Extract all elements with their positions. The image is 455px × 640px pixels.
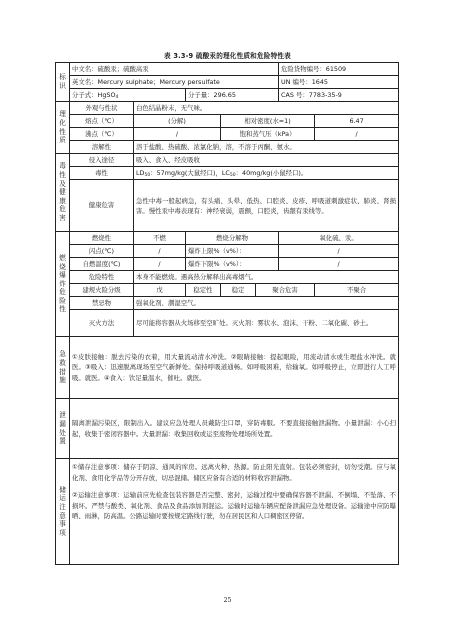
section-fire-explosion: 燃 烧 爆 炸 危 险 性 [56, 232, 70, 337]
section-storage-transport: 储 运 注 意 事 项 [56, 459, 70, 565]
intake-route-label: 侵入途径 [70, 154, 134, 167]
table-title: 表 3.3-9 硫酸汞的理化性质和危险特性表 [164, 52, 291, 60]
flash-point-value: / [134, 245, 186, 258]
density-label: 相对密度(水=1) [221, 115, 315, 128]
incompatible-value: 强氧化剂、潮湿空气。 [134, 297, 399, 310]
un-number: UN 编号：1645 [279, 76, 399, 89]
autoignition-label: 自燃温度(℃) [70, 258, 134, 271]
combustibility-label: 燃烧性 [70, 232, 134, 245]
appearance-value: 白色结晶粉末，无气味。 [134, 102, 399, 115]
vapor-pressure-value: / [315, 128, 399, 141]
toxicity-label: 毒性 [70, 167, 134, 180]
msds-table [55, 62, 399, 565]
cas-number: CAS 号：7783-35-9 [279, 89, 399, 102]
section-first-aid: 急 救 措 施 [56, 337, 70, 399]
appearance-label: 外观与性状 [70, 102, 134, 115]
molecular-formula: 分子式：HgSO$_4$ [70, 89, 186, 102]
solubility-value: 溶于盐酸、热硫酸、浓氯化钠，溶，不溶于丙酮、氨水。 [134, 141, 399, 154]
solubility-label: 溶解性 [70, 141, 134, 154]
hazard-properties-value: 本身不能燃烧。遇高热分解释出高毒烟气。 [134, 271, 399, 284]
storage-notes: ①储存注意事项：储存于阴凉、通风的库房。远离火种、热源。防止阳光直射。包装必须密封，切勿受潮。应与氧化剂、食用化学品等分开存放，切忌混储。储区应备有合适的材料收容泄漏物。 [72, 463, 397, 482]
section-physical-chemical: 理 化 性 质 [56, 102, 70, 154]
flash-point-label: 闪点(℃) [70, 245, 134, 258]
page-number: 25 [223, 597, 232, 604]
decomposition-products-value: 氧化硫、汞。 [279, 232, 399, 245]
extinguishing-label: 灭火方法 [70, 310, 134, 337]
health-hazard-value: 急性中毒一般起病急，有头痛、头晕、低热、口腔炎、皮疹、呼吸道刺激症状、肺炎、肾损害。慢性汞中毒表现有：神经衰弱，震颤，口腔炎，齿龈有汞线等。 [134, 180, 399, 232]
incompatible-label: 禁忌物 [70, 297, 134, 310]
hazard-properties-label: 危险特性 [70, 271, 134, 284]
upper-explosion-limit-value: / [279, 245, 399, 258]
combustibility-value: 不燃 [134, 232, 186, 245]
first-aid-text: ①皮肤接触：脱去污染的衣着，用大量流动清水冲洗。②眼睛接触：提起眼睑，用流动清水或生理盐水冲洗。就医。③吸入：迅速脱离现场至空气新鲜处。保持呼吸道通畅。如呼吸困难，给输氧。如呼吸停止，立即进行人工呼吸。就医。④食入：饮足量温水，催吐。就医。 [70, 337, 399, 399]
stability-label: 稳定性 [186, 284, 221, 297]
boiling-point-label: 沸点（℃） [70, 128, 134, 141]
health-hazard-label: 健康危害 [70, 180, 134, 232]
fire-class-value: 戊 [134, 284, 186, 297]
extinguishing-value: 尽可能将容器从火场移至空旷处。灭火剂：雾状水、泡沫、干粉、二氧化碳、砂土。 [134, 310, 399, 337]
storage-transport-text [70, 459, 399, 565]
autoignition-value: / [134, 258, 186, 271]
polymerization-value: 不聚合 [315, 284, 399, 297]
leak-disposal-text: 隔离泄漏污染区，限制出入。建议应急处理人员戴防尘口罩，穿防毒服。不要直接接触泄漏物。小量泄漏：小心扫起，收集于密闭容器中。大量泄漏：收集回收或运至废物处理场所处置。 [70, 399, 399, 459]
transport-notes: ②运输注意事项：运输前应先检查包装容器是否完整、密封，运输过程中要确保容器不泄漏、不倒塌、不坠落、不损坏。严禁与酸类、氧化剂、食品及食品添加剂混运。运输时运输车辆应配备泄漏应急处理设备。运输途中应防曝晒、雨淋，防高温。公路运输时要按规定路线行驶，勿在居民区和人口稠密区停留。 [72, 491, 397, 520]
section-identification: 标 识 [56, 63, 70, 102]
upper-explosion-limit-label: 爆炸上限%（v%）： [186, 245, 279, 258]
boiling-point-value: / [134, 128, 221, 141]
intake-route-value: 吸入、食入、经皮吸收 [134, 154, 399, 167]
molecular-weight: 分子量：296.65 [186, 89, 279, 102]
density-value: 6.47 [315, 115, 399, 128]
chinese-name: 中文名：硫酸汞；硫酸高汞 [70, 63, 279, 76]
hazard-goods-number: 危险货物编号：61509 [279, 63, 399, 76]
toxicity-value: $LD_{50}$：57mg/kg(大鼠经口)，$LC_{50}$：40mg/kg(小鼠经口)。 [134, 167, 399, 180]
section-toxicity-health: 毒 性 及 健 康 危 害 [56, 154, 70, 232]
lower-explosion-limit-value: / [279, 258, 399, 271]
lower-explosion-limit-label: 爆炸下限%（v%）： [186, 258, 279, 271]
polymerization-label: 聚合危害 [256, 284, 315, 297]
vapor-pressure-label: 饱和蒸气压（kPa） [221, 128, 315, 141]
melting-point-label: 熔点（℃） [70, 115, 134, 128]
section-leak-disposal: 泄 漏 处 置 [56, 399, 70, 459]
stability-value: 稳定 [221, 284, 256, 297]
decomposition-products-label: 燃烧分解物 [186, 232, 279, 245]
fire-class-label: 建规火险分级 [70, 284, 134, 297]
english-name: 英文名：Mercury sulphate；Mercury persulfate [70, 76, 279, 89]
melting-point-value: (分解) [134, 115, 221, 128]
